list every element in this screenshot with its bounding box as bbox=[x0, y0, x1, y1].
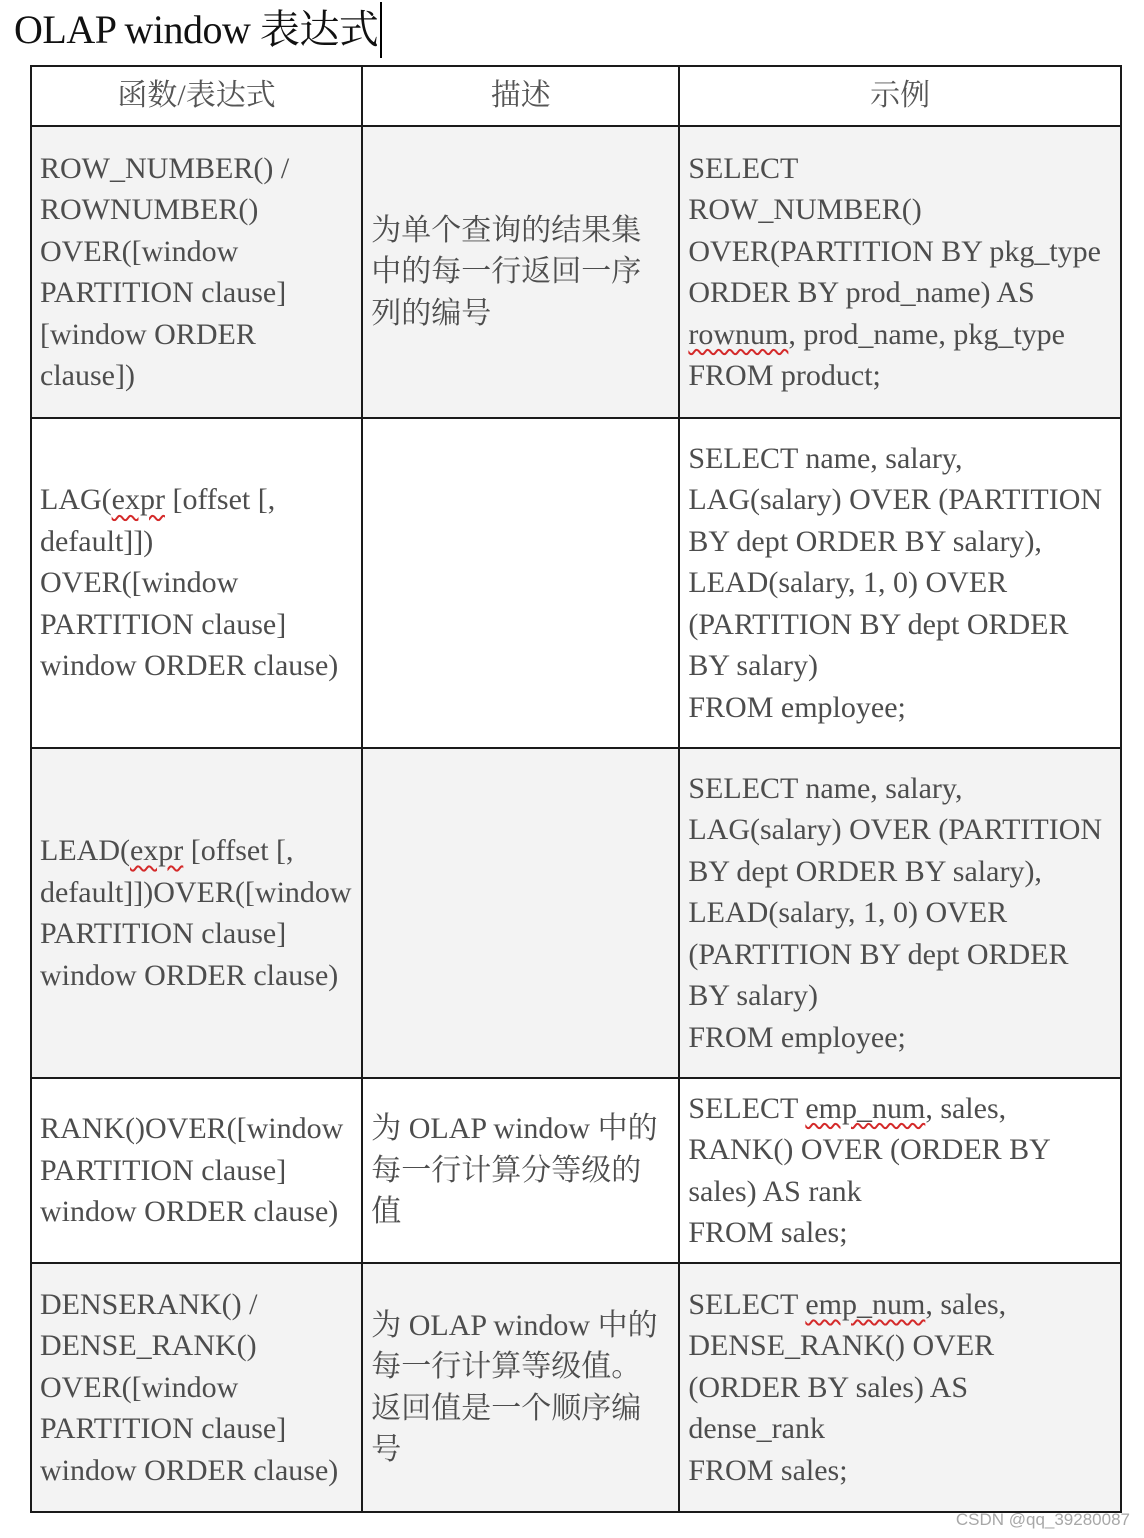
table-row bbox=[31, 748, 1121, 1078]
header-example: 示例 bbox=[679, 66, 1121, 126]
function-line: window ORDER clause) bbox=[40, 649, 339, 683]
description-line: 每一行计算等级值。 bbox=[371, 1350, 642, 1383]
example-line: SELECT name, salary, bbox=[688, 441, 963, 475]
example-line: DENSE_RANK() OVER bbox=[688, 1329, 995, 1363]
spellcheck-underline: emp_num bbox=[805, 1287, 926, 1321]
example-cell bbox=[679, 418, 1121, 748]
example-line: (ORDER BY sales) AS bbox=[688, 1370, 969, 1404]
table-header-row bbox=[31, 66, 1121, 126]
function-line: OVER([window bbox=[40, 566, 239, 600]
function-cell bbox=[31, 1078, 362, 1263]
example-line: SELECT emp_num, sales, bbox=[688, 1091, 1007, 1125]
function-line: ROW_NUMBER() / bbox=[40, 151, 290, 185]
example-line: BY dept ORDER BY salary), bbox=[688, 524, 1042, 558]
function-cell bbox=[31, 418, 362, 748]
document-title-text: OLAP window 表达式 bbox=[14, 7, 379, 52]
function-line: PARTITION clause] bbox=[40, 917, 287, 950]
table-row bbox=[31, 1263, 1121, 1512]
function-line: window ORDER clause) bbox=[40, 1453, 339, 1487]
example-line: ORDER BY prod_name) AS bbox=[688, 276, 1035, 309]
function-line: PARTITION clause] bbox=[40, 1412, 287, 1446]
description-line: 号 bbox=[371, 1433, 402, 1466]
description-line: 每一行计算分等级的 bbox=[371, 1153, 642, 1187]
spellcheck-underline: expr bbox=[129, 834, 184, 867]
function-line: ROWNUMBER() bbox=[40, 193, 259, 226]
example-line: BY dept ORDER BY salary), bbox=[688, 854, 1042, 888]
description-cell bbox=[362, 1263, 679, 1512]
text-cursor bbox=[380, 2, 382, 58]
table-row bbox=[31, 418, 1121, 748]
function-line: clause]) bbox=[40, 359, 135, 392]
function-line: RANK()OVER([window bbox=[40, 1112, 344, 1146]
example-line: LEAD(salary, 1, 0) OVER bbox=[688, 566, 1008, 600]
example-line: rownum, prod_name, pkg_type bbox=[688, 317, 1065, 351]
description-cell bbox=[362, 126, 679, 418]
description-line: 返回值是一个顺序编 bbox=[371, 1391, 642, 1425]
example-line: FROM employee; bbox=[688, 690, 906, 724]
example-line: SELECT name, salary, bbox=[688, 771, 963, 805]
function-line: PARTITION clause] bbox=[40, 607, 287, 641]
example-line: FROM sales; bbox=[688, 1453, 848, 1487]
example-line: BY salary) bbox=[688, 979, 819, 1013]
description-line: 为单个查询的结果集 bbox=[371, 213, 642, 247]
function-cell bbox=[31, 1263, 362, 1512]
description-cell bbox=[362, 748, 679, 1078]
example-line: (PARTITION BY dept ORDER bbox=[688, 607, 1069, 641]
document-title bbox=[14, 2, 382, 58]
function-cell bbox=[31, 126, 362, 418]
example-line: LEAD(salary, 1, 0) OVER bbox=[688, 896, 1008, 930]
watermark: CSDN @qq_39280087 bbox=[955, 1510, 1130, 1529]
function-line: window ORDER clause) bbox=[40, 958, 339, 992]
example-cell bbox=[679, 126, 1121, 418]
example-line: FROM product; bbox=[688, 359, 881, 392]
function-line: OVER([window bbox=[40, 1370, 239, 1404]
example-line: sales) AS rank bbox=[688, 1174, 862, 1208]
function-line: [window ORDER bbox=[40, 317, 256, 351]
function-line: DENSE_RANK() bbox=[40, 1329, 257, 1363]
description-cell bbox=[362, 1078, 679, 1263]
header-description: 描述 bbox=[362, 66, 679, 126]
description-line: 中的每一行返回一序 bbox=[371, 255, 642, 289]
function-line: default]])OVER([window bbox=[40, 875, 352, 909]
description-line: 为 OLAP window 中的 bbox=[371, 1308, 658, 1342]
spellcheck-underline: emp_num bbox=[805, 1091, 926, 1125]
header-function: 函数/表达式 bbox=[31, 66, 362, 126]
description-line: 为 OLAP window 中的 bbox=[371, 1112, 658, 1146]
example-line: OVER(PARTITION BY pkg_type bbox=[688, 234, 1101, 268]
function-line: LEAD(expr [offset [, bbox=[40, 834, 294, 867]
example-line: FROM sales; bbox=[688, 1216, 848, 1249]
spellcheck-underline: rownum bbox=[688, 317, 789, 351]
example-line: (PARTITION BY dept ORDER bbox=[688, 937, 1069, 971]
description-line: 值 bbox=[371, 1195, 402, 1229]
function-line: window ORDER clause) bbox=[40, 1195, 339, 1229]
function-line: PARTITION clause] bbox=[40, 276, 287, 309]
example-cell bbox=[679, 748, 1121, 1078]
table-row bbox=[31, 1078, 1121, 1263]
table-row bbox=[31, 126, 1121, 418]
function-line: PARTITION clause] bbox=[40, 1153, 287, 1187]
example-line: SELECT emp_num, sales, bbox=[688, 1287, 1007, 1321]
function-line: default]]) bbox=[40, 524, 154, 558]
example-line: LAG(salary) OVER (PARTITION bbox=[688, 813, 1103, 847]
function-line: OVER([window bbox=[40, 234, 239, 268]
function-line: LAG(expr [offset [, bbox=[40, 483, 276, 517]
example-line: RANK() OVER (ORDER BY bbox=[688, 1133, 1051, 1166]
function-cell bbox=[31, 748, 362, 1078]
example-cell bbox=[679, 1263, 1121, 1512]
example-cell bbox=[679, 1078, 1121, 1263]
olap-functions-table bbox=[30, 65, 1122, 1513]
spellcheck-underline: expr bbox=[111, 483, 165, 517]
example-line: LAG(salary) OVER (PARTITION bbox=[688, 483, 1103, 517]
example-line: ROW_NUMBER() bbox=[688, 193, 922, 226]
example-line: FROM employee; bbox=[688, 1020, 906, 1054]
function-line: DENSERANK() / bbox=[40, 1287, 258, 1321]
description-line: 列的编号 bbox=[371, 296, 492, 330]
example-line: SELECT bbox=[688, 151, 799, 185]
example-line: BY salary) bbox=[688, 649, 819, 683]
example-line: dense_rank bbox=[688, 1412, 825, 1446]
description-cell bbox=[362, 418, 679, 748]
